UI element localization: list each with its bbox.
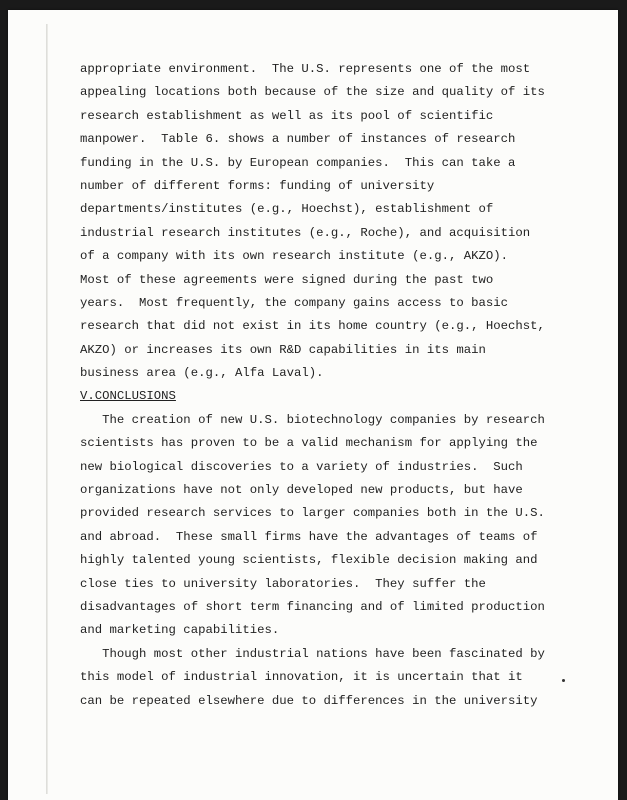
text-line: departments/institutes (e.g., Hoechst), establishment of [80,202,494,217]
ink-speck [562,679,565,682]
text-line: and abroad. These small firms have the advantages of teams of [80,529,538,544]
text-line: number of different forms: funding of university [80,178,435,193]
text-line: organizations have not only developed new products, but have [80,483,523,498]
text-line: appealing locations both because of the size and quality of its [80,85,545,100]
text-line: Most of these agreements were signed during the past two [80,272,494,287]
text-line: industrial research institutes (e.g., Roche), and acquisition [80,225,531,240]
text-line: manpower. Table 6. shows a number of instances of research [80,132,516,147]
text-line: funding in the U.S. by European companies. This can take a [80,155,516,170]
text-line: scientists has proven to be a valid mechanism for applying the [80,436,538,451]
document-body [80,58,550,713]
text-line: this model of industrial innovation, it is uncertain that it [80,670,523,685]
text-line: of a company with its own research institute (e.g., AKZO). [80,249,509,264]
text-line: Though most other industrial nations have been fascinated by [80,646,545,661]
text-line: business area (e.g., Alfa Laval). [80,366,324,381]
text-line: highly talented young scientists, flexible decision making and [80,553,538,568]
paragraph-research-funding [80,58,550,385]
text-line: appropriate environment. The U.S. represents one of the most [80,62,531,76]
text-line: and marketing capabilities. [80,623,280,638]
text-line: can be repeated elsewhere due to differences in the university [80,693,538,708]
paragraph-other-nations [80,643,550,713]
paragraph-conclusions [80,409,550,643]
text-line: years. Most frequently, the company gains access to basic [80,295,509,310]
text-line: research establishment as well as its pool of scientific [80,108,494,123]
text-line: disadvantages of short term financing and of limited production [80,599,545,614]
text-line: The creation of new U.S. biotechnology companies by research [80,412,545,427]
section-heading-conclusions: V.CONCLUSIONS [80,389,176,404]
text-line: research that did not exist in its home country (e.g., Hoechst, [80,319,545,334]
text-line: provided research services to larger companies both in the U.S. [80,506,545,521]
page-margin-line [46,24,48,794]
text-line: AKZO) or increases its own R&D capabilities in its main [80,342,486,357]
text-line: close ties to university laboratories. They suffer the [80,576,486,591]
text-line: new biological discoveries to a variety of industries. Such [80,459,523,474]
